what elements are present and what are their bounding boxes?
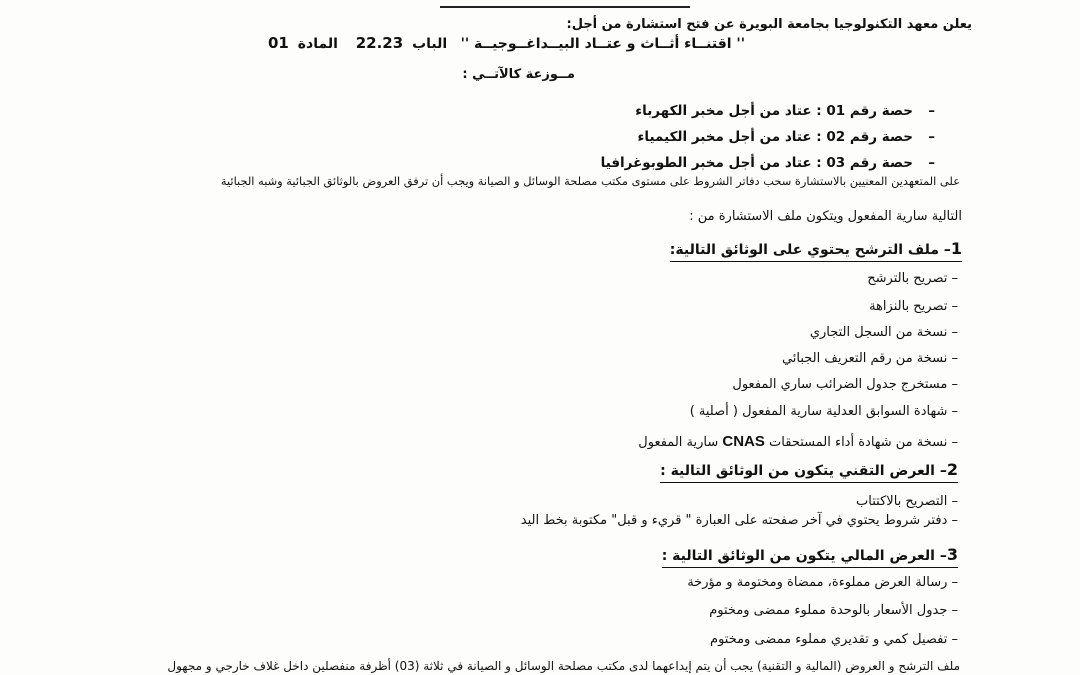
list-item: – جدول الأسعار بالوحدة مملوء ممضى ومختوم [709, 603, 958, 618]
list-item: – التصريح بالاكتتاب [856, 494, 958, 509]
section-heading [670, 240, 962, 262]
cnas-code: CNAS [722, 433, 765, 450]
lot-text: حصة رقم 01 : عتاد من أجل مخبر الكهرباء [635, 103, 913, 119]
distributed-line: مــوزعة كالآتــي : [462, 67, 575, 82]
chapter-number: 22.23 [355, 34, 404, 52]
list-item: – دفتر شروط يحتوي في آخر صفحته على العبارة " قريء و قبل" مكتوبة بخط اليد [520, 513, 958, 528]
section-number: 3 [946, 545, 958, 564]
list-item: – نسخة من السجل التجاري [809, 325, 958, 340]
section-title: – العرض التقني يتكون من الوثائق التالية : [660, 463, 947, 479]
paragraph-line: التالية سارية المفعول ويتكون ملف الاستشارة من : [689, 209, 962, 224]
section-title: – ملف الترشح يحتوي على الوثائق التالية: [669, 242, 951, 258]
section-heading [662, 546, 958, 568]
subject-title: '' اقتنــاء أثــاث و عتــاد البيــداغــوجيــة '' [460, 36, 745, 52]
section-title: – العرض المالي يتكون من الوثائق التالية : [661, 548, 947, 564]
list-item: – شهادة السوابق العدلية سارية المفعول ( أصلية ) [689, 404, 958, 419]
chapter-label: الباب [412, 36, 448, 52]
lot-item: –حصة رقم 02 : عتاد من أجل مخبر الكيمياء [637, 129, 935, 145]
cnas-pre: – نسخة من شهادة أداء المستحقات [769, 435, 958, 450]
lot-item: –حصة رقم 01 : عتاد من أجل مخبر الكهرباء [635, 103, 935, 119]
header-underline [440, 0, 690, 8]
list-item: – تصريح بالترشح [867, 271, 958, 286]
section-number: 2 [946, 460, 958, 479]
list-item: – مستخرج جدول الضرائب ساري المفعول [732, 377, 958, 392]
section-number: 1 [950, 239, 962, 258]
article-number: 01 [267, 34, 289, 52]
cnas-post: سارية المفعول [638, 435, 719, 450]
paragraph-line: على المتعهدين المعنيين بالاستشارة سحب دفاتر الشروط على مستوى مكتب مصلحة الوسائل و الصيانة ويجب أن ترفق العروض بالوثائق الجبائية وشبه الجبائية [220, 174, 960, 188]
lot-item: –حصة رقم 03 : عتاد من أجل مخبر الطوبوغرافيا [600, 155, 935, 171]
list-item: – تفصيل كمي و تقديري مملوء ممضى ومختوم [710, 632, 958, 647]
list-item-cnas [638, 433, 958, 452]
subject-line [268, 34, 745, 53]
article-label: المادة [297, 36, 338, 52]
lot-text: حصة رقم 03 : عتاد من أجل مخبر الطوبوغرافيا [600, 155, 913, 171]
list-item: – نسخة من رقم التعريف الجبائي [781, 351, 958, 366]
list-item: – تصريح بالنزاهة [869, 299, 958, 314]
lot-text: حصة رقم 02 : عتاد من أجل مخبر الكيمياء [637, 129, 913, 145]
intro-line: يعلن معهد التكنولوجيا بجامعة البويرة عن فتح استشارة من أجل: [566, 17, 972, 32]
section-heading [660, 461, 958, 483]
list-item: – رسالة العرض مملوءة، ممضاة ومختومة و مؤرخة [687, 575, 958, 590]
final-line: ملف الترشح و العروض (المالية و التقنية) يجب أن يتم إيداعهما لدى مكتب مصلحة الوسائل و الصيانة في ثلاثة (03) أظرفة منفصلين داخل غلاف خارجي و مجهول [167, 659, 960, 673]
